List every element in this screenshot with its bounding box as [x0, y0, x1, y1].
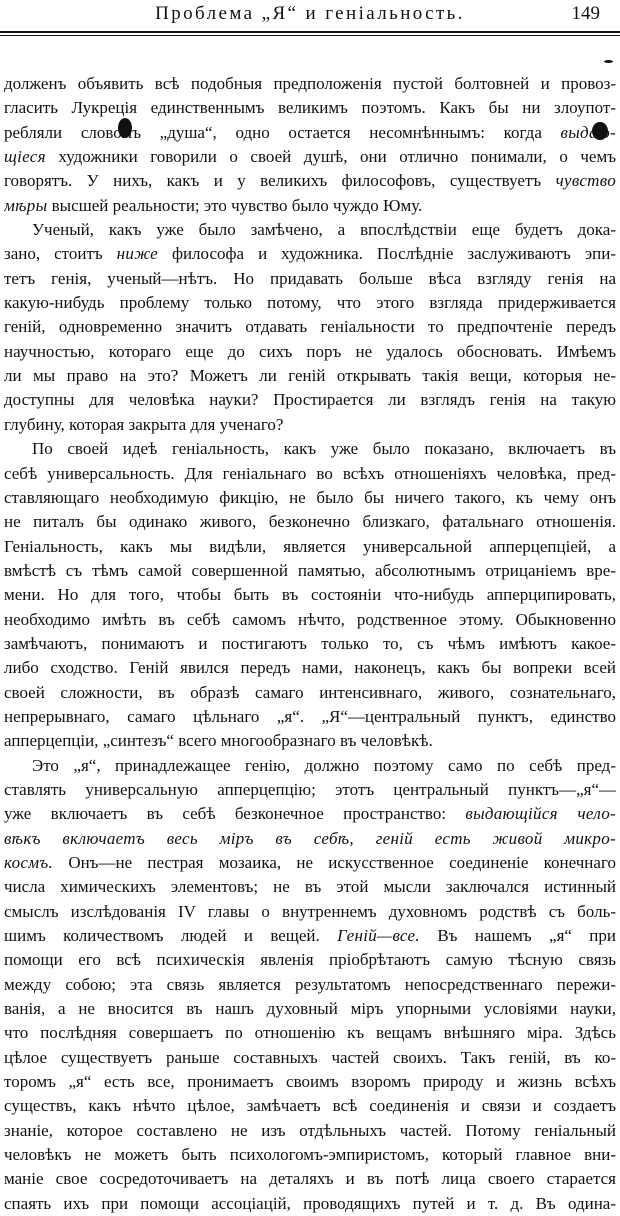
text-line — [4, 340, 616, 364]
text-run: мени. Но для того, чтобы быть въ состояніи что-нибудь апперципировать, — [4, 585, 616, 605]
italic-text: ниже — [116, 244, 158, 264]
text-line — [4, 608, 616, 632]
text-line — [4, 778, 616, 802]
text-line — [4, 486, 616, 510]
italic-text: вѣкъ включаетъ весь міръ въ себѣ, геній есть живой микро- — [4, 828, 616, 848]
text-run: знаніе, которое составлено не изъ отдѣльныхъ частей. Потому геніальный — [4, 1120, 616, 1140]
text-run: Это „я“, принадлежащее генію, должно поэтому само по себѣ пред- — [32, 755, 616, 775]
text-run: геній, одновременно значитъ отдавать геніальности то предпочтеніе передъ — [4, 317, 616, 337]
italic-text: космъ. — [4, 853, 54, 872]
text-line — [4, 997, 616, 1021]
italic-text: мѣры — [4, 195, 48, 215]
text-run: существъ, какъ нѣчто цѣлое, замѣчаетъ всѣ соединенія и связи и создаетъ — [4, 1096, 616, 1116]
header-rule-thin — [0, 35, 620, 36]
text-run: высшей реальности; это чувство было чуждо Юму. — [47, 195, 423, 215]
text-line — [4, 388, 616, 412]
header-rule — [0, 31, 620, 33]
text-run: числа химическихъ элементовъ; не въ этой мысли заключался истинный — [4, 877, 616, 897]
text-line — [4, 1143, 616, 1167]
text-run: апперцепціи, „синтезъ“ всего многообразнаго въ человѣкѣ. — [4, 731, 433, 751]
text-line — [4, 96, 616, 120]
text-line — [4, 535, 616, 559]
text-line — [4, 827, 616, 851]
text-line — [4, 754, 616, 778]
text-line — [4, 413, 616, 437]
text-line — [4, 510, 616, 534]
text-run: непрерывнаго, самаго цѣльнаго „я“. „Я“—центральный пунктъ, единство — [4, 706, 616, 726]
text-run: глубину, которая закрыта для ученаго? — [4, 414, 284, 434]
text-line — [4, 267, 616, 291]
text-line — [4, 681, 616, 705]
text-run: ребляли словомъ „душа“, одно остается несомнѣннымъ: когда — [4, 122, 561, 142]
text-run: какую-нибудь проблему только потому, что этого взгляда придерживается — [4, 293, 616, 313]
text-line — [4, 1046, 616, 1070]
text-run: необходимо имѣть въ себѣ самомъ нѣчто, родственное этому. Обыкновенно — [4, 609, 616, 629]
text-line — [4, 851, 616, 875]
text-run: своей сложности, въ образѣ самаго интенсивнаго, живого, сознательнаго, — [4, 682, 616, 702]
italic-text: выдающійся чело- — [465, 804, 616, 824]
body-text — [4, 72, 616, 1216]
text-line — [4, 242, 616, 266]
text-run: что послѣдняя совершаетъ по отношенію къ вещамъ внѣшняго міра. Здѣсь — [4, 1023, 616, 1043]
text-run: зано, стоитъ — [4, 244, 117, 264]
text-run: помощи его всѣ психическія явленія пріобрѣтаютъ самую тѣсную связь — [4, 950, 616, 970]
text-run: Ученый, какъ уже было замѣчено, а впослѣдствіи еще будетъ дока- — [32, 220, 616, 240]
text-line — [4, 315, 616, 339]
text-run: ставляющаго необходимую фикцію, не было бы ничего такого, къ чему онъ — [4, 487, 616, 507]
text-run: гласить Лукреція единственнымъ великимъ поэтомъ. Какъ бы ни злоупот- — [4, 98, 616, 118]
text-line — [4, 875, 616, 899]
text-run: ставлять универсальную апперцепцію; этотъ центральный пунктъ—„я“— — [4, 779, 616, 799]
text-run: себѣ универсальность. Для геніальнаго во всѣхъ отношеніяхъ человѣка, пред- — [4, 463, 616, 483]
text-run: смыслъ изслѣдованія IV главы о внутреннемъ духовномъ родствѣ съ боль- — [4, 901, 616, 921]
page-header — [0, 0, 620, 28]
italic-text: чувство — [555, 171, 616, 191]
text-line — [4, 218, 616, 242]
text-run: не питалъ бы одинако живого, безконечно близкаго, фатальнаго отношенія. — [4, 512, 616, 532]
text-run: вмѣстѣ съ тѣмъ самой совершенной памятью, абсолютнымъ отрицаніемъ вре- — [4, 560, 616, 580]
text-run: торомъ „я“ есть все, пронимаетъ своимъ взоромъ природу и жизнь всѣхъ — [4, 1072, 616, 1092]
text-run: долженъ объявить всѣ подобныя предположенія пустой болтовней и провоз- — [4, 74, 616, 93]
text-line — [4, 1070, 616, 1094]
text-line — [4, 924, 616, 948]
text-line — [4, 729, 616, 753]
text-line — [4, 973, 616, 997]
text-run: либо сходство. Геній явился передъ нами, наконецъ, какъ бы вопреки всей — [4, 658, 616, 678]
text-line — [4, 559, 616, 583]
page-number: 149 — [571, 3, 600, 24]
text-line — [4, 1167, 616, 1191]
text-line — [4, 656, 616, 680]
text-run: ли мы право на это? Можетъ ли геній открывать такія вещи, которыя не- — [4, 366, 616, 386]
text-line — [4, 632, 616, 656]
text-line — [4, 462, 616, 486]
text-run: уже включаетъ въ себѣ безконечное пространство: — [4, 804, 466, 824]
text-line — [4, 291, 616, 315]
text-run: ванія, а не вносится въ нашъ духовный міръ упорными условіями науки, — [4, 999, 616, 1019]
text-line — [4, 437, 616, 461]
text-line — [4, 948, 616, 972]
text-run: философа и художника. Послѣдніе заслуживаютъ эпи- — [157, 244, 616, 264]
text-run: Въ нашемъ „я“ при — [419, 926, 616, 946]
italic-text: выдаю- — [560, 122, 616, 142]
text-line — [4, 1094, 616, 1118]
text-run: доступны для человѣка науки? Простирается ли взглядъ генія на такую — [4, 390, 616, 410]
text-run: шимъ количествомъ людей и вещей. — [4, 926, 338, 946]
ink-blot — [604, 60, 613, 63]
text-run: цѣлое существуетъ раньше составныхъ частей своихъ. Такъ геній, въ ко- — [4, 1047, 616, 1067]
text-line — [4, 583, 616, 607]
text-run: Геніальность, какъ мы видѣли, является универсальной апперцепціей, а — [4, 536, 616, 556]
text-line — [4, 364, 616, 388]
text-line — [4, 900, 616, 924]
text-run: художники говорили о своей душѣ, они отлично понимали, о чемъ — [45, 147, 616, 167]
text-line — [4, 705, 616, 729]
italic-text: щіеся — [4, 147, 46, 167]
text-line — [4, 1021, 616, 1045]
text-run: между собою; эта связь является результатомъ непосредственнаго пережи- — [4, 974, 616, 994]
text-run: человѣкъ не можетъ быть психологомъ-эмпиристомъ, который главное вни- — [4, 1145, 616, 1165]
text-run: По своей идеѣ геніальность, какъ уже было показано, включаетъ въ — [32, 439, 616, 459]
text-run: спаять ихъ при помощи ассоціацій, проводящихъ путей и т. д. Въ одина- — [4, 1193, 616, 1213]
text-line — [4, 145, 616, 169]
text-line — [4, 1119, 616, 1143]
text-line — [4, 72, 616, 96]
text-run: научностью, котораго еще до сихъ поръ не удалось обосновать. Имѣемъ — [4, 341, 616, 361]
text-line — [4, 121, 616, 145]
text-run: говорятъ. У нихъ, какъ и у великихъ философовъ, существуетъ — [4, 171, 556, 191]
text-line — [4, 169, 616, 193]
text-run: тетъ генія, ученый—нѣтъ. Но придавать больше вѣса взгляду генія на — [4, 268, 616, 288]
text-line — [4, 802, 616, 826]
running-title: Проблема „Я“ и геніальность. — [155, 3, 465, 24]
text-run: маніе свое сосредоточиваетъ на деталяхъ и въ потѣ лица своего старается — [4, 1169, 616, 1189]
italic-text: Геній—все. — [337, 926, 420, 946]
text-line — [4, 194, 616, 218]
text-run: замѣчаютъ, понимаютъ и постигаютъ только то, съ чѣмъ имѣютъ какое- — [4, 633, 616, 653]
text-run: Онъ—не пестрая мозаика, не искусственное соединеніе конечнаго — [53, 853, 616, 872]
text-line — [4, 1192, 616, 1216]
